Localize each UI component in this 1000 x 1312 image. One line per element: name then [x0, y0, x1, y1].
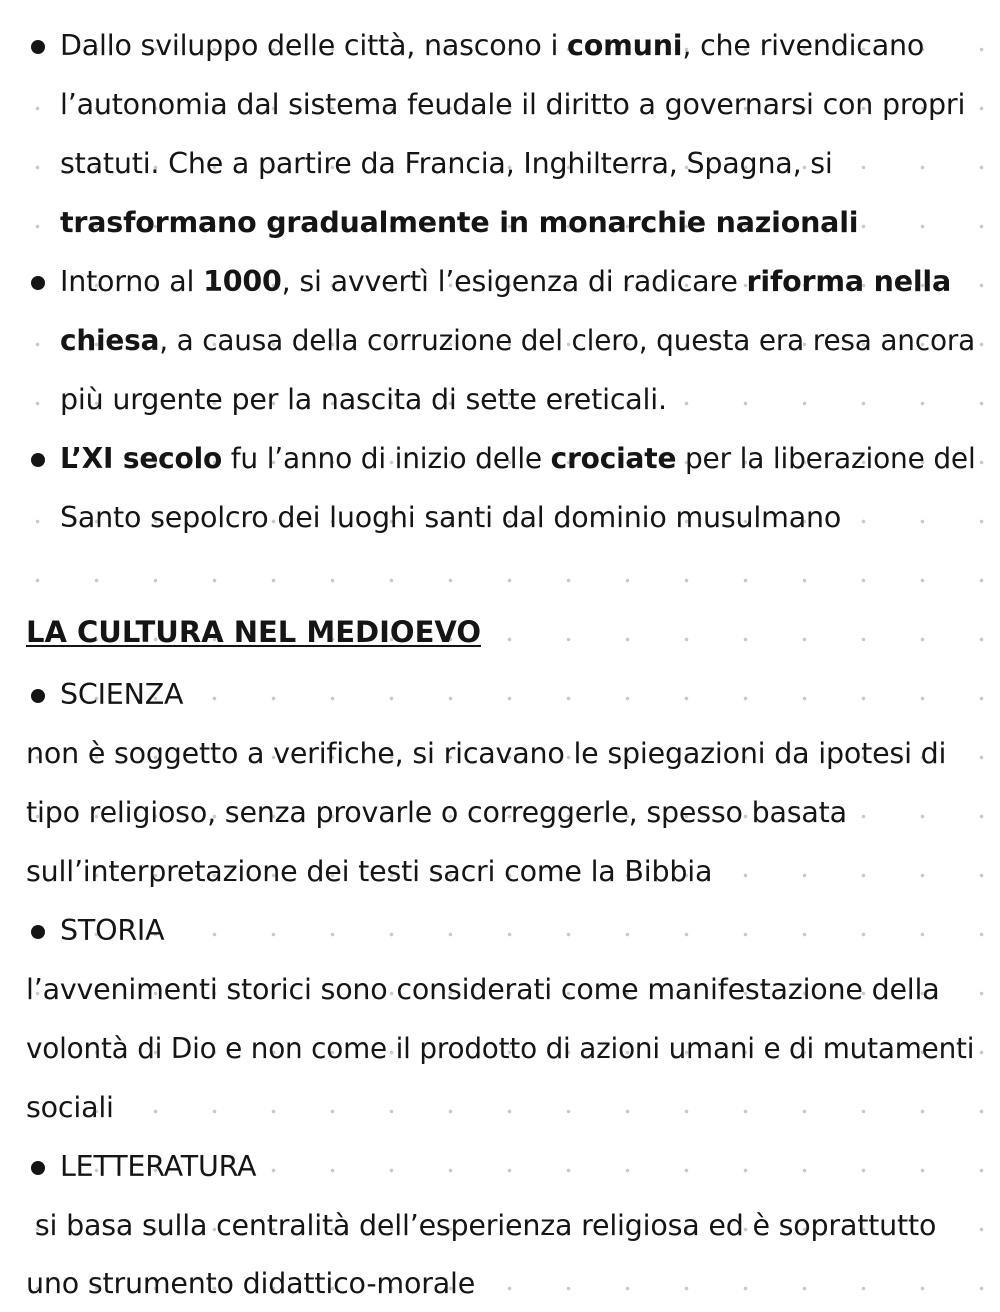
keyword-comuni: comuni: [567, 29, 683, 62]
storia-line-1: l’avvenimenti storici sono considerati come manifestazione della: [26, 973, 940, 1006]
scienza-line-2: tipo religioso, senza provarle o correggerle, spesso basata: [26, 796, 847, 829]
bullet-dot: [31, 40, 45, 54]
keyword-1000: 1000: [203, 265, 282, 298]
bullet-dot: [31, 276, 45, 290]
bullet-riforma-line-3: più urgente per la nascita di sette ereticali.: [60, 383, 667, 416]
scienza-line-1: non è soggetto a verifiche, si ricavano le spiegazioni da ipotesi di: [26, 737, 947, 770]
heading-scienza: SCIENZA: [60, 678, 184, 711]
text-segment: , che rivendicano: [682, 29, 925, 62]
bullet-dot: [31, 925, 45, 939]
keyword-xi-secolo: L’XI secolo: [60, 442, 223, 475]
storia-line-3: sociali: [26, 1091, 114, 1124]
keyword-crociate: crociate: [550, 442, 677, 475]
keyword-monarchie-nazionali: trasformano gradualmente in monarchie nazionali: [60, 206, 859, 239]
scienza-line-3: sull’interpretazione dei testi sacri come la Bibbia: [26, 855, 713, 888]
text-segment: per la liberazione del: [676, 442, 976, 475]
heading-letteratura: LETTERATURA: [60, 1150, 257, 1183]
bullet-dot: [31, 689, 45, 703]
bullet-dot: [31, 1161, 45, 1175]
letteratura-line-2: uno strumento didattico-morale: [26, 1267, 476, 1300]
text-segment: Intorno al: [60, 265, 204, 298]
text-segment: , a causa della corruzione del clero, questa era resa ancora: [159, 324, 976, 357]
bullet-crociate-line-2: Santo sepolcro dei luoghi santi dal dominio musulmano: [60, 501, 842, 534]
storia-line-2: volontà di Dio e non come il prodotto di azioni umani e di mutamenti: [26, 1032, 975, 1065]
bullet-dot: [31, 453, 45, 467]
bullet-comuni-line-3: statuti. Che a partire da Francia, Inghilterra, Spagna, si: [60, 147, 833, 180]
section-title: LA CULTURA NEL MEDIOEVO: [26, 615, 481, 649]
text-segment: Dallo sviluppo delle città, nascono i: [60, 29, 568, 62]
bullet-comuni-line-1: [60, 26, 924, 66]
bullet-riforma-line-2: [60, 321, 975, 361]
keyword-riforma: riforma nella: [746, 265, 952, 298]
text-segment: fu l’anno di inizio delle: [222, 442, 551, 475]
keyword-chiesa: chiesa: [60, 324, 160, 357]
bullet-comuni-line-4: [60, 203, 858, 243]
bullet-riforma-line-1: [60, 262, 951, 302]
text-segment: , si avvertì l’esigenza di radicare: [281, 265, 747, 298]
bullet-comuni-line-2: l’autonomia dal sistema feudale il diritto a governarsi con propri: [60, 88, 966, 121]
bullet-crociate-line-1: [60, 439, 976, 479]
letteratura-line-1: si basa sulla centralità dell’esperienza religiosa ed è soprattutto: [26, 1209, 937, 1242]
heading-storia: STORIA: [60, 914, 165, 947]
